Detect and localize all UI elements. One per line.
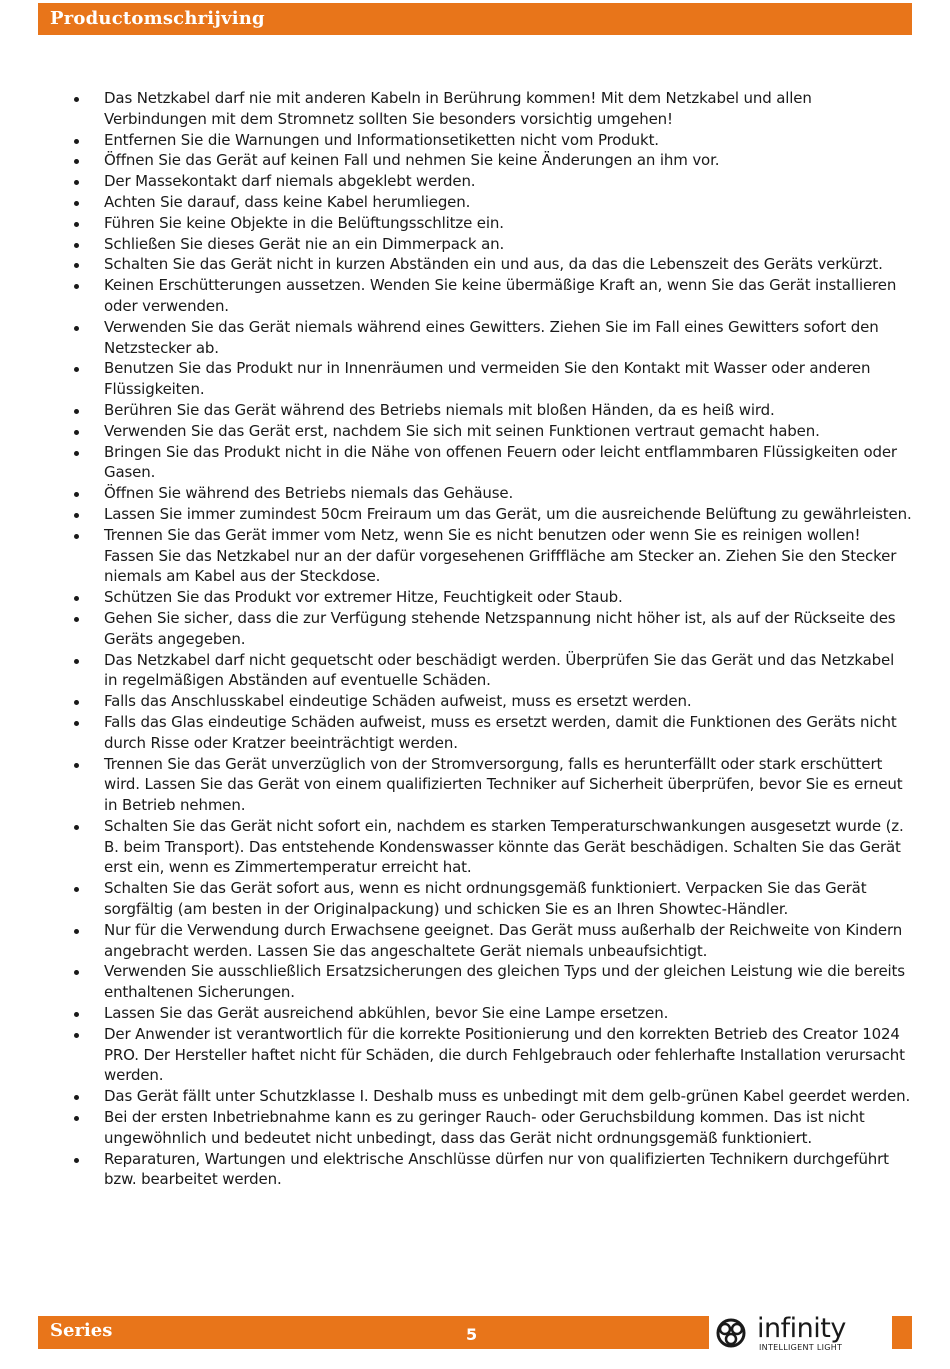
logo-wordmark: infinity bbox=[757, 1313, 846, 1344]
list-item bbox=[72, 275, 912, 317]
list-item bbox=[72, 483, 912, 504]
list-item bbox=[72, 130, 912, 151]
list-item bbox=[72, 587, 912, 608]
list-item-text: Öffnen Sie das Gerät auf keinen Fall und nehmen Sie keine Änderungen an ihm vor. bbox=[104, 151, 720, 170]
list-item bbox=[72, 317, 912, 359]
bullet-dot-icon bbox=[74, 1116, 79, 1121]
list-item bbox=[72, 816, 912, 878]
list-item bbox=[72, 442, 912, 484]
bullet-dot-icon bbox=[74, 139, 79, 144]
list-item-text: Lassen Sie immer zumindest 50cm Freiraum um das Gerät, um die ausreichende Belüftung zu gewährleisten. bbox=[104, 504, 912, 523]
brand-logo bbox=[709, 1312, 892, 1355]
list-item-text: Bei der ersten Inbetriebnahme kann es zu geringer Rauch- oder Geruchsbildung kommen. Das ist nicht ungewöhnlich und bedeutet nicht unbedingt, dass das Gerät nicht ordnungsgemäß funktioniert. bbox=[104, 1108, 865, 1147]
bullet-dot-icon bbox=[74, 222, 79, 227]
list-item-text: Schalten Sie das Gerät sofort aus, wenn es nicht ordnungsgemäß funktioniert. Verpacken Sie das Gerät sorgfältig (am besten in der Originalpackung) und schicken Sie es an Ihren Showtec-Händler. bbox=[104, 879, 867, 919]
list-item-text: Achten Sie darauf, dass keine Kabel herumliegen. bbox=[104, 192, 471, 211]
list-item-text: Führen Sie keine Objekte in die Belüftungsschlitze ein. bbox=[104, 213, 504, 232]
list-item-text: Schließen Sie dieses Gerät nie an ein Dimmerpack an. bbox=[104, 234, 505, 253]
bullet-dot-icon bbox=[74, 513, 79, 518]
list-item-text: Das Gerät fällt unter Schutzklasse I. Deshalb muss es unbedingt mit dem gelb-grünen Kabel geerdet werden. bbox=[104, 1087, 911, 1106]
infinity-logo-icon bbox=[709, 1312, 755, 1355]
list-item bbox=[72, 1024, 912, 1086]
list-item bbox=[72, 88, 912, 130]
list-item bbox=[72, 1149, 912, 1191]
bullet-dot-icon bbox=[74, 243, 79, 248]
list-item bbox=[72, 525, 912, 587]
bullet-dot-icon bbox=[74, 700, 79, 705]
bullet-dot-icon bbox=[74, 596, 79, 601]
list-item-text: Verwenden Sie ausschließlich Ersatzsicherungen des gleichen Typs und der gleichen Leistung wie die bereits enthaltenen Sicherungen. bbox=[104, 962, 905, 1002]
list-item bbox=[72, 754, 912, 816]
list-item-text: Bringen Sie das Produkt nicht in die Nähe von offenen Feuern oder leicht entflammbaren Flüssigkeiten oder Gasen. bbox=[104, 442, 897, 482]
list-item-text: Verwenden Sie das Gerät erst, nachdem Sie sich mit seinen Funktionen vertraut gemacht haben. bbox=[104, 421, 820, 440]
list-item-text: Lassen Sie das Gerät ausreichend abkühlen, bevor Sie eine Lampe ersetzen. bbox=[104, 1004, 669, 1023]
bullet-dot-icon bbox=[74, 492, 79, 497]
bullet-dot-icon bbox=[74, 534, 79, 539]
bullet-dot-icon bbox=[74, 721, 79, 726]
bullet-dot-icon bbox=[74, 263, 79, 268]
bullet-dot-icon bbox=[74, 825, 79, 830]
logo-tagline: INTELLIGENT LIGHT bbox=[759, 1343, 843, 1352]
list-item bbox=[72, 1086, 912, 1107]
list-item-text: Falls das Glas eindeutige Schäden aufweist, muss es ersetzt werden, damit die Funktionen des Geräts nicht durch Risse oder Kratzer beeinträchtigt werden. bbox=[104, 712, 897, 752]
list-item bbox=[72, 608, 912, 650]
list-item bbox=[72, 1003, 912, 1024]
bullet-dot-icon bbox=[74, 367, 79, 372]
list-item bbox=[72, 712, 912, 754]
bullet-dot-icon bbox=[74, 326, 79, 331]
list-item-text: Öffnen Sie während des Betriebs niemals das Gehäuse. bbox=[104, 484, 514, 503]
list-item-text: Schützen Sie das Produkt vor extremer Hitze, Feuchtigkeit oder Staub. bbox=[104, 588, 623, 607]
list-item bbox=[72, 400, 912, 421]
list-item-text: Schalten Sie das Gerät nicht in kurzen Abständen ein und aus, da das die Lebenszeit des Geräts verkürzt. bbox=[104, 255, 883, 274]
list-item bbox=[72, 421, 912, 442]
list-item-text: Berühren Sie das Gerät während des Betriebs niemals mit bloßen Händen, da es heiß wird. bbox=[104, 400, 775, 419]
bullet-list bbox=[72, 88, 912, 1190]
list-item-text: Benutzen Sie das Produkt nur in Innenräumen und vermeiden Sie den Kontakt mit Wasser oder anderen Flüssigkeiten. bbox=[104, 359, 871, 399]
list-item-text: Falls das Anschlusskabel eindeutige Schäden aufweist, muss es ersetzt werden. bbox=[104, 692, 692, 711]
bullet-dot-icon bbox=[74, 1158, 79, 1163]
list-item bbox=[72, 920, 912, 962]
list-item bbox=[72, 878, 912, 920]
bullet-dot-icon bbox=[74, 659, 79, 664]
list-item bbox=[72, 171, 912, 192]
list-item bbox=[72, 213, 912, 234]
list-item bbox=[72, 192, 912, 213]
list-item bbox=[72, 358, 912, 400]
page-title: Productomschrijving bbox=[50, 8, 265, 29]
list-item bbox=[72, 650, 912, 692]
bullet-dot-icon bbox=[74, 1095, 79, 1100]
list-item bbox=[72, 234, 912, 255]
list-item bbox=[72, 150, 912, 171]
bullet-dot-icon bbox=[74, 1012, 79, 1017]
list-item-text: Das Netzkabel darf nicht gequetscht oder beschädigt werden. Überprüfen Sie das Gerät und das Netzkabel in regelmäßigen Abständen auf eventuelle Schäden. bbox=[104, 650, 895, 690]
bullet-dot-icon bbox=[74, 430, 79, 435]
header-bar bbox=[38, 3, 912, 35]
list-item-text: Verwenden Sie das Gerät niemals während eines Gewitters. Ziehen Sie im Fall eines Gewitters sofort den Netzstecker ab. bbox=[104, 317, 879, 357]
list-item-text: Nur für die Verwendung durch Erwachsene geeignet. Das Gerät muss außerhalb der Reichweite von Kindern angebracht werden. Lassen Sie das angeschaltete Gerät niemals unbeaufsichtigt. bbox=[104, 920, 903, 960]
list-item-text: Trennen Sie das Gerät unverzüglich von der Stromversorgung, falls es herunterfällt oder stark erschüttert wird. Lassen Sie das Gerät von einem qualifizierten Techniker auf Sicherheit überprüfen, bevor Sie es erneut in Betrieb nehmen. bbox=[104, 754, 903, 815]
bullet-dot-icon bbox=[74, 1033, 79, 1038]
list-item-text: Schalten Sie das Gerät nicht sofort ein, nachdem es starken Temperaturschwankungen ausgesetzt wurde (z. B. beim Transport). Das entstehende Kondenswasser könnte das Gerät beschädigen. Schalten Sie das Gerät erst ein, wenn es Zimmertemperatur erreicht hat. bbox=[104, 816, 904, 877]
list-item-text: Keinen Erschütterungen aussetzen. Wenden Sie keine übermäßige Kraft an, wenn Sie das Gerät installieren oder verwenden. bbox=[104, 276, 897, 315]
list-item-text: Entfernen Sie die Warnungen und Informationsetiketten nicht vom Produkt. bbox=[104, 130, 659, 149]
list-item-text: Das Netzkabel darf nie mit anderen Kabeln in Berührung kommen! Mit dem Netzkabel und allen Verbindungen mit dem Stromnetz sollten Sie besonders vorsichtig umgehen! bbox=[104, 89, 812, 128]
bullet-dot-icon bbox=[74, 97, 79, 102]
list-item-text: Der Massekontakt darf niemals abgeklebt werden. bbox=[104, 172, 476, 191]
bullet-dot-icon bbox=[74, 617, 79, 622]
bullet-dot-icon bbox=[74, 887, 79, 892]
bullet-dot-icon bbox=[74, 451, 79, 456]
list-item bbox=[72, 691, 912, 712]
bullet-dot-icon bbox=[74, 284, 79, 289]
bullet-dot-icon bbox=[74, 763, 79, 768]
list-item-text: Trennen Sie das Gerät immer vom Netz, wenn Sie es nicht benutzen oder wenn Sie es reinigen wollen! Fassen Sie das Netzkabel nur an der dafür vorgesehenen Grifffläche am Stecker an. Ziehen Sie den Stecker niemals am Kabel aus der Steckdose. bbox=[104, 525, 897, 586]
list-item bbox=[72, 504, 912, 525]
footer-bar bbox=[38, 1313, 912, 1352]
bullet-dot-icon bbox=[74, 970, 79, 975]
list-item bbox=[72, 254, 912, 275]
page-number: 5 bbox=[466, 1325, 478, 1344]
bullet-dot-icon bbox=[74, 201, 79, 206]
list-item bbox=[72, 1107, 912, 1149]
bullet-dot-icon bbox=[74, 929, 79, 934]
list-item-text: Der Anwender ist verantwortlich für die korrekte Positionierung und den korrekten Betrieb des Creator 1024 PRO. Der Hersteller haftet nicht für Schäden, die durch Fehlgebrauch oder fehlerhafte Installation verursacht werden. bbox=[104, 1024, 905, 1085]
bullet-dot-icon bbox=[74, 180, 79, 185]
list-item-text: Gehen Sie sicher, dass die zur Verfügung stehende Netzspannung nicht höher ist, als auf der Rückseite des Geräts angegeben. bbox=[104, 608, 896, 648]
list-item-text: Reparaturen, Wartungen und elektrische Anschlüsse dürfen nur von qualifizierten Technikern durchgeführt bzw. bearbeitet werden. bbox=[104, 1149, 889, 1189]
footer-series-label: Series bbox=[50, 1320, 113, 1341]
bullet-dot-icon bbox=[74, 409, 79, 414]
bullet-dot-icon bbox=[74, 159, 79, 164]
list-item bbox=[72, 961, 912, 1003]
